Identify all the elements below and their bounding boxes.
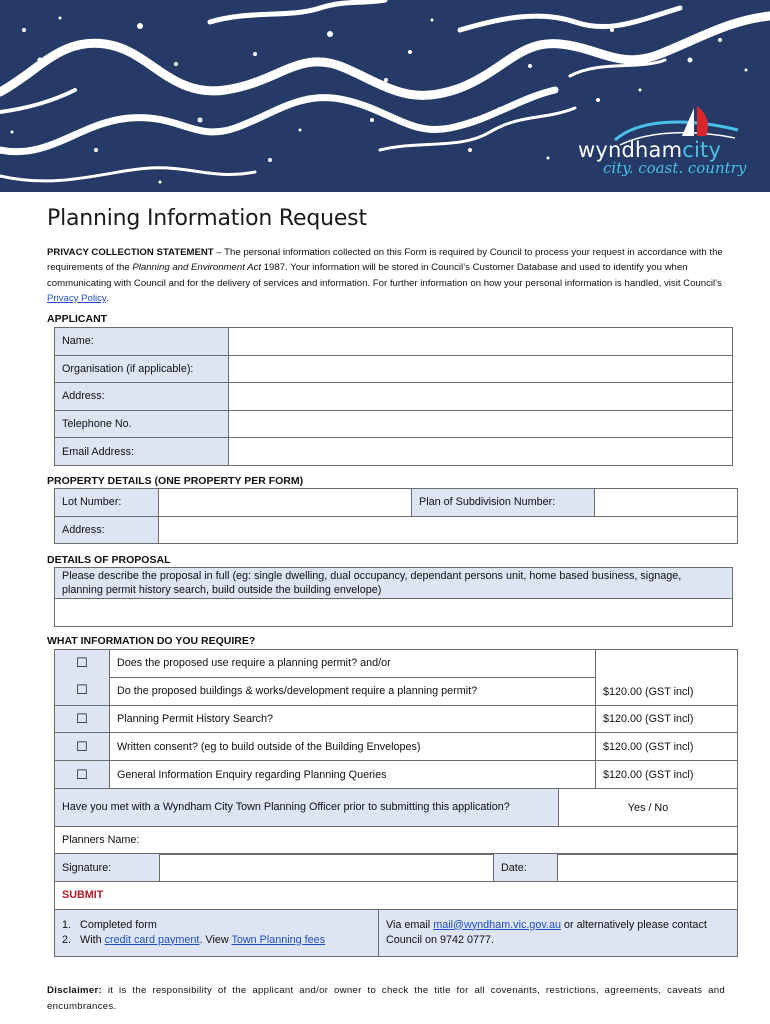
- date-label: Date:: [494, 854, 558, 882]
- submit-table: [54, 881, 738, 957]
- meeting-table: [54, 788, 738, 855]
- checkbox-general-enquiry[interactable]: ☐: [55, 761, 110, 789]
- council-email-link[interactable]: mail@wyndham.vic.gov.au: [433, 918, 561, 931]
- disclaimer: Disclaimer: it is the responsibility of the applicant and/or owner to check the title for all covenants, restrictions, agreements, caveats and encumbrances.: [47, 985, 725, 1012]
- header-banner: [0, 0, 770, 192]
- date-field[interactable]: [558, 854, 738, 882]
- submit-checklist: 1. Completed form 2. With credit card payment. View Town Planning fees: [55, 909, 379, 956]
- option-use-permit: Does the proposed use require a planning permit? and/or: [110, 650, 596, 678]
- privacy-heading: PRIVACY COLLECTION STATEMENT: [47, 247, 214, 258]
- property-address-field[interactable]: [159, 516, 738, 544]
- option-written-consent: Written consent? (eg to build outside of the Building Envelopes): [110, 733, 596, 761]
- option-works-permit: Do the proposed buildings & works/development require a planning permit?: [110, 677, 596, 705]
- signature-field[interactable]: [160, 854, 494, 882]
- proposal-prompt: Please describe the proposal in full (eg: single dwelling, dual occupancy, dependant persons unit, home based business, signage, planning permit history search, build outside the building envelope): [55, 568, 733, 599]
- required-info-heading: WHAT INFORMATION DO YOU REQUIRE?: [47, 635, 256, 647]
- address-field[interactable]: [229, 383, 733, 411]
- price-written-consent: $120.00 (GST incl): [596, 733, 738, 761]
- signature-label: Signature:: [55, 854, 160, 882]
- act-name: Planning and Environment Act: [132, 262, 262, 274]
- property-address-label: Address:: [55, 516, 159, 544]
- organisation-field[interactable]: [229, 355, 733, 383]
- required-info-table: [54, 649, 738, 789]
- met-planner-question: Have you met with a Wyndham City Town Planning Officer prior to submitting this application?: [55, 789, 559, 827]
- option-history-search: Planning Permit History Search?: [110, 705, 596, 733]
- privacy-statement: PRIVACY COLLECTION STATEMENT – The personal information collected on this Form is required by Council to process your request in accordance with the requirements of the Planning and Environment Act 1987. Your information will be stored in Council’s Customer Database and used to identify you when communicating with Council and for the delivery of services and information. For further information on how your personal information is handled, visit Council’s Privacy Policy.: [47, 247, 723, 304]
- email-field[interactable]: [229, 438, 733, 466]
- checkbox-history-search[interactable]: ☐: [55, 705, 110, 733]
- property-heading: PROPERTY DETAILS (ONE PROPERTY PER FORM): [47, 475, 304, 487]
- price-general-enquiry: $120.00 (GST incl): [596, 761, 738, 789]
- proposal-table: [54, 567, 733, 627]
- plan-of-subdivision-field[interactable]: [595, 489, 738, 517]
- name-field[interactable]: [229, 328, 733, 356]
- met-planner-answer[interactable]: Yes / No: [559, 789, 738, 827]
- logo-wordmark: wyndhamcity: [578, 138, 722, 162]
- checkbox-written-consent[interactable]: ☐: [55, 733, 110, 761]
- telephone-field[interactable]: [229, 410, 733, 438]
- property-table: [54, 488, 738, 544]
- plan-of-subdivision-label: Plan of Subdivision Number:: [412, 489, 595, 517]
- planners-name-label[interactable]: Planners Name:: [55, 827, 738, 855]
- disclaimer-label: Disclaimer:: [47, 985, 103, 996]
- credit-card-payment-link[interactable]: credit card payment: [104, 933, 200, 946]
- proposal-heading: DETAILS OF PROPOSAL: [47, 554, 171, 566]
- address-label: Address:: [55, 383, 229, 411]
- lot-number-field[interactable]: [159, 489, 412, 517]
- page-title: Planning Information Request: [47, 206, 367, 231]
- submit-heading: SUBMIT: [55, 882, 738, 910]
- submit-contact: Via email mail@wyndham.vic.gov.au or alternatively please contact Council on 9742 0777.: [379, 909, 738, 956]
- price-permit: $120.00 (GST incl): [596, 650, 738, 706]
- signature-table: [54, 853, 738, 882]
- logo-tagline: city. coast. country: [603, 159, 747, 177]
- lot-number-label: Lot Number:: [55, 489, 159, 517]
- applicant-table: [54, 327, 733, 466]
- checklist-item-form: Completed form: [80, 918, 157, 931]
- town-planning-fees-link[interactable]: Town Planning fees: [231, 933, 326, 946]
- checkbox-permit[interactable]: ☐ ☐: [55, 650, 110, 706]
- organisation-label: Organisation (if applicable):: [55, 355, 229, 383]
- proposal-description-field[interactable]: [55, 599, 733, 627]
- option-general-enquiry: General Information Enquiry regarding Planning Queries: [110, 761, 596, 789]
- applicant-heading: APPLICANT: [47, 313, 108, 325]
- price-history-search: $120.00 (GST incl): [596, 705, 738, 733]
- email-label: Email Address:: [55, 438, 229, 466]
- telephone-label: Telephone No.: [55, 410, 229, 438]
- name-label: Name:: [55, 328, 229, 356]
- privacy-policy-link[interactable]: Privacy Policy: [47, 292, 106, 304]
